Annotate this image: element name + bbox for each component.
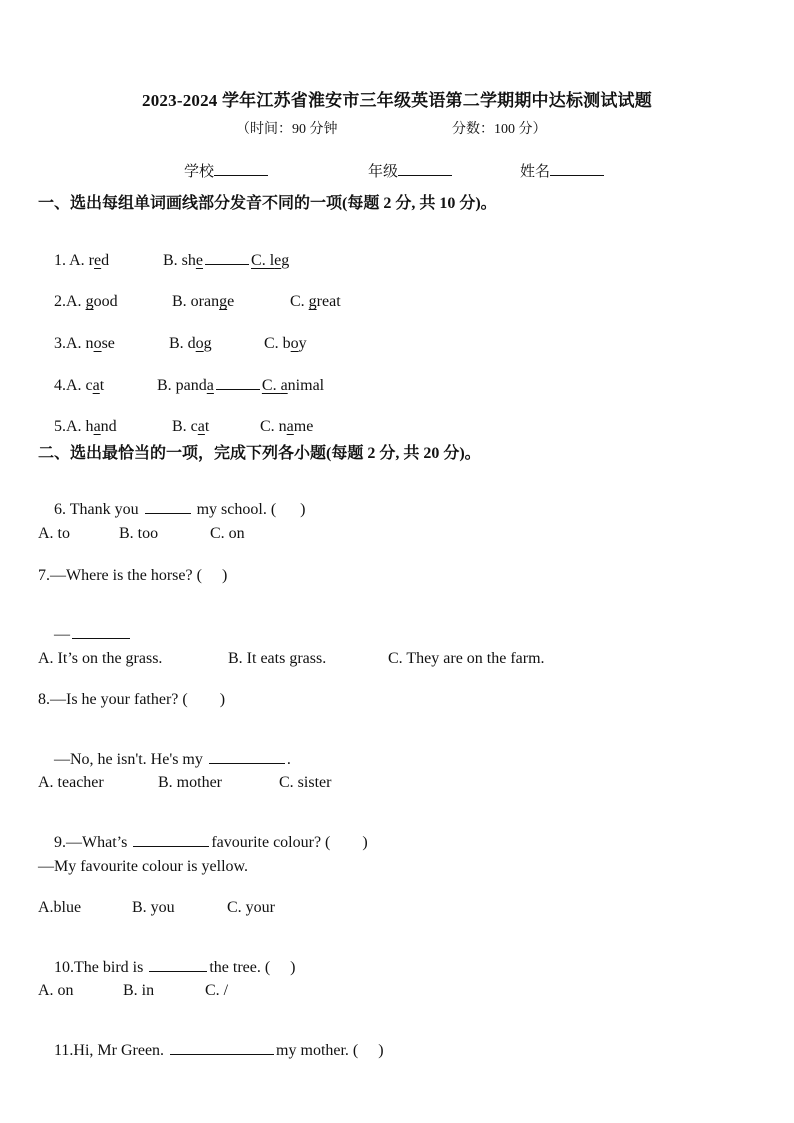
question-number: 3. [54,335,66,352]
question-6-option-a: A. to [38,525,70,542]
answer-blank [216,388,260,390]
stem-text: the tree. ( ) [209,959,296,976]
option-c-text: C. b [264,335,291,352]
question-9-option-b: B. you [132,899,175,916]
underlined-letter: a [93,418,101,435]
option-b-text: B. c [172,418,198,435]
underlined-letter: g [308,293,317,310]
name-field [520,160,604,181]
section1-heading: 一、选出每组单词画线部分发音不同的一项(每题 2 分, 共 10 分)。 [38,195,497,212]
option-a-text: t [99,377,105,394]
question-6-stem [38,483,305,537]
question-number: 5. [54,418,66,435]
answer-blank[interactable] [145,512,191,514]
stem-text: 9.—What’s [54,834,132,851]
answer-blank [205,263,249,265]
option-b-text: B. d [169,335,196,352]
option-b-text: B. sh [163,252,196,269]
option-c-text: g [281,252,290,269]
section2-heading: 二、选出最恰当的一项，完成下列各小题(每题 2 分, 共 20 分)。 [38,445,481,462]
option-b-text: e [227,293,235,310]
underlined-letter: g [219,293,228,310]
option-b-text: B. oran [172,293,220,310]
option-c-text: C. l [251,252,275,269]
answer-blank[interactable] [72,637,130,639]
option-c-text: C. n [260,418,287,435]
question-10-option-c: C. / [205,982,229,999]
question-9-option-a: A.blue [38,899,82,916]
option-b-text: t [204,418,210,435]
option-c-text: C. [290,293,309,310]
underlined-letter: a [92,377,100,394]
option-c-text: y [298,335,307,352]
underlined-letter: a [280,377,288,394]
stem-text: favourite colour? ( ) [211,834,368,851]
option-a-text: nd [100,418,117,435]
stem-text: 10.The bird is [54,959,148,976]
option-b-text: B. pand [157,377,207,394]
option-a-text: ood [93,293,118,310]
question-number: 2. [54,293,66,310]
question-9-option-c: C. your [227,899,275,916]
option-a-text: d [101,252,110,269]
question-8-option-a: A. teacher [38,774,104,791]
option-c-text: reat [316,293,341,310]
question-6-option-b: B. too [119,525,159,542]
question-8-option-c: C. sister [279,774,332,791]
option-c-text: nimal [287,377,325,394]
answer-blank[interactable] [133,845,209,847]
answer-blank[interactable] [149,970,207,972]
option-c-text: me [293,418,314,435]
option-a-text: A. r [69,252,95,269]
underlined-letter: e [195,252,204,269]
underlined-letter: a [286,418,294,435]
question-7-option-b: B. It eats grass. [228,650,327,667]
name-label: 姓名 [520,164,551,180]
dash: — [54,626,70,643]
answer-blank[interactable] [209,762,285,764]
question-6-option-c: C. on [210,525,245,542]
option-a-text: A. n [66,335,94,352]
reply-text: —No, he isn't. He's my [54,751,207,768]
grade-field [368,160,452,181]
underlined-letter: a [197,418,205,435]
question-10-option-b: B. in [123,982,155,999]
question-10-stem [38,941,296,995]
school-blank[interactable] [214,161,268,176]
option-a-text: se [101,335,115,352]
question-8-stem: 8.—Is he your father? ( ) [38,691,226,708]
underlined-letter: e [94,252,102,269]
question-number: 1. [54,252,70,269]
question-11-stem [38,1024,384,1078]
question-7-stem: 7.—Where is the horse? ( ) [38,567,228,584]
stem-text: 11.Hi, Mr Green. [54,1042,169,1059]
option-a-text: A. h [66,418,94,435]
school-label: 学校 [184,164,215,180]
question-9-reply: —My favourite colour is yellow. [38,858,249,875]
exam-title: 2023-2024 学年江苏省淮安市三年级英语第二学期期中达标测试试题 [142,91,652,110]
underlined-letter: o [195,335,204,352]
question-7-option-a: A. It’s on the grass. [38,650,163,667]
underlined-letter: o [290,335,299,352]
name-blank[interactable] [550,161,604,176]
exam-score: 分数：100 分） [452,122,547,137]
underlined-letter: e [274,252,282,269]
underlined-letter: a [206,377,214,394]
question-8-option-b: B. mother [158,774,222,791]
question-7-option-c: C. They are on the farm. [388,650,545,667]
question-number: 4. [54,377,66,394]
stem-text: 6. Thank you [54,501,143,518]
option-a-text: A. [66,293,86,310]
question-10-option-a: A. on [38,982,74,999]
grade-label: 年级 [368,164,399,180]
option-b-text: g [203,335,212,352]
grade-blank[interactable] [398,161,452,176]
option-a-text: A. c [66,377,93,394]
school-field [184,160,268,181]
underlined-letter: o [93,335,102,352]
stem-text: my mother. ( ) [276,1042,384,1059]
stem-text: my school. ( ) [192,501,306,518]
exam-time: （时间：90 分钟 [236,122,338,137]
answer-blank[interactable] [170,1053,274,1055]
reply-text: . [286,751,291,768]
underlined-letter: g [85,293,94,310]
option-c-text: C. [261,377,281,394]
